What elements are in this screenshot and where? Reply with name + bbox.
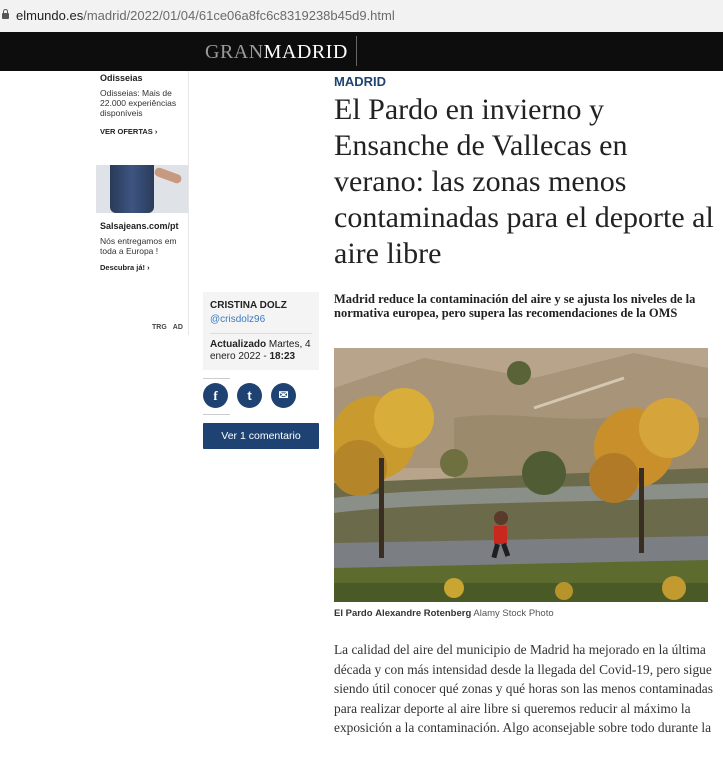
share-divider-bottom: [203, 414, 230, 415]
ad-badge-trg[interactable]: TRG: [152, 324, 167, 331]
photo-caption: [334, 608, 554, 619]
ad-desc-odisseias[interactable]: Odisseias: Mais de 22.000 experiências disponíveis: [100, 88, 177, 118]
twitter-share-icon[interactable]: t: [237, 383, 262, 408]
ad-sidebar[interactable]: [96, 71, 189, 335]
site-logo[interactable]: [205, 41, 348, 64]
updated-label: Actualizado: [210, 339, 267, 350]
section-label[interactable]: MADRID: [334, 74, 386, 89]
article-headline: El Pardo en invierno y Ensanche de Vallecas en verano: las zonas menos contaminadas para el deporte al aire libre: [334, 93, 714, 270]
logo-gran: GRAN: [205, 41, 264, 63]
article-body-paragraph: La calidad del aire del municipio de Madrid ha mejorado en la última década y con más intensidad desde la llegada del Covid-19, pero sigue siendo útil conocer qué zonas y qué horas son las menos contaminadas para realizar deporte al aire libre si queremos reducir al máximo la exposición a la contaminación. Algo aconsejable sobre todo durante la: [334, 642, 713, 735]
article-photo[interactable]: [334, 348, 708, 602]
caption-title: El Pardo: [334, 608, 373, 619]
ad-desc-salsajeans[interactable]: Nós entregamos em toda a Europa !: [100, 236, 177, 256]
ad-title-salsajeans[interactable]: Salsajeans.com/pt: [100, 221, 179, 231]
view-comments-button[interactable]: Ver 1 comentario: [203, 423, 319, 449]
author-twitter-handle[interactable]: @crisdolz96: [210, 314, 266, 325]
site-header: [0, 32, 723, 71]
ad-badges: [146, 324, 183, 331]
caption-author: Alexandre Rotenberg: [375, 608, 472, 619]
article-standfirst: Madrid reduce la contaminación del aire y se ajusta los niveles de la normativa europea, pero supera las recomendaciones de la OMS: [334, 292, 696, 320]
updated-time: 18:23: [269, 351, 296, 362]
browser-address-bar[interactable]: [0, 0, 723, 33]
share-divider-top: [203, 378, 230, 379]
updated-timestamp: [210, 339, 318, 363]
url-path: /madrid/2022/01/04/61ce06a8fc6c8319238b45d9.html: [83, 8, 395, 23]
arm-figure: [153, 166, 182, 184]
lock-icon: [2, 9, 9, 19]
ad-link-descubra[interactable]: Descubra já! ›: [100, 263, 150, 272]
ad-image-jeans[interactable]: [96, 165, 188, 213]
author-box: [203, 292, 319, 370]
author-divider: [210, 333, 312, 334]
logo-madrid: MADRID: [263, 41, 348, 63]
ad-badge-ad[interactable]: AD: [172, 324, 183, 331]
facebook-share-icon[interactable]: f: [203, 383, 228, 408]
updated-date: Martes, 4 enero 2022 -: [210, 339, 311, 362]
ad-link-ver-ofertas[interactable]: VER OFERTAS ›: [100, 127, 158, 136]
caption-credit: Alamy Stock Photo: [471, 608, 554, 619]
author-name[interactable]: CRISTINA DOLZ: [210, 300, 287, 311]
url-text[interactable]: [16, 8, 395, 23]
url-domain: elmundo.es: [16, 8, 84, 23]
photo-illustration: [334, 348, 708, 602]
jeans-figure: [110, 165, 154, 213]
email-share-icon[interactable]: ✉: [271, 383, 296, 408]
header-divider: [356, 36, 357, 66]
ad-title-odisseias[interactable]: Odisseias: [100, 73, 143, 83]
